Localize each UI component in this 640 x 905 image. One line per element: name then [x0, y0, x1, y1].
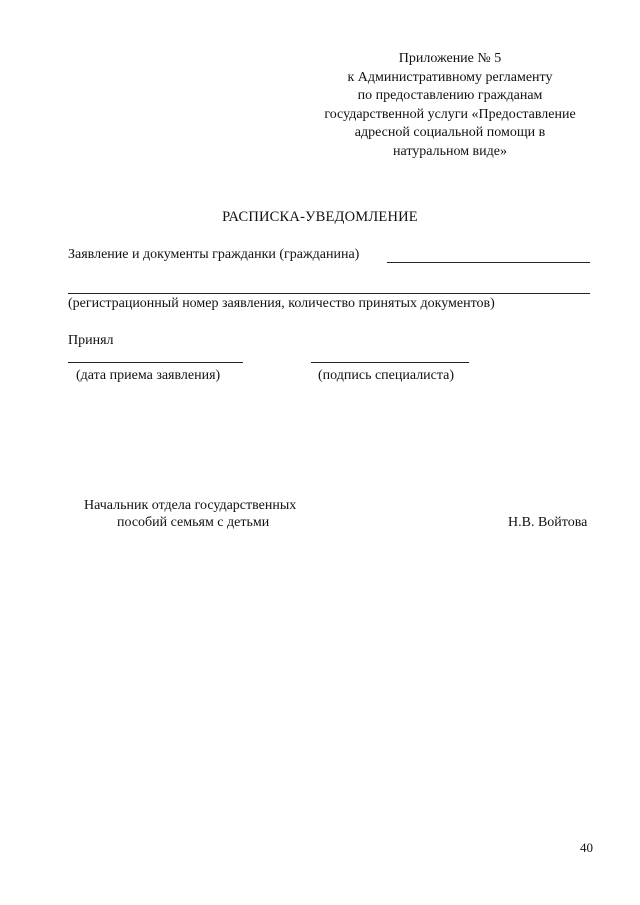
header-line-kind: натуральном виде» — [392, 143, 507, 159]
accepted-label: Принял — [68, 333, 114, 348]
page-number: 40 — [580, 840, 593, 855]
header-line-regulation: к Административному регламенту — [347, 69, 553, 85]
signatory-name: Н.В. Войтова — [508, 515, 588, 530]
header-line-assistance: адресной социальной помощи в — [354, 125, 546, 140]
position-title-line2: пособий семьям с детьми — [117, 515, 270, 530]
header-line-service: государственной услуги «Предоставление — [324, 106, 576, 122]
document-title: РАСПИСКА-УВЕДОМЛЕНИЕ — [222, 209, 418, 225]
date-caption: (дата приема заявления) — [76, 368, 221, 383]
date-line — [68, 362, 243, 363]
applicant-name-line — [387, 262, 590, 263]
application-label: Заявление и документы гражданки (гражданина) — [68, 247, 360, 262]
header-line-provision: по предоставлению гражданам — [357, 88, 543, 103]
signature-line — [311, 362, 469, 363]
signature-caption: (подпись специалиста) — [318, 368, 455, 383]
appendix-header — [300, 50, 600, 161]
header-line-appendix-number: Приложение № 5 — [398, 51, 502, 66]
position-title-line1: Начальник отдела государственных — [84, 498, 297, 513]
registration-caption: (регистрационный номер заявления, количество принятых документов) — [68, 296, 495, 311]
registration-line — [68, 293, 590, 294]
